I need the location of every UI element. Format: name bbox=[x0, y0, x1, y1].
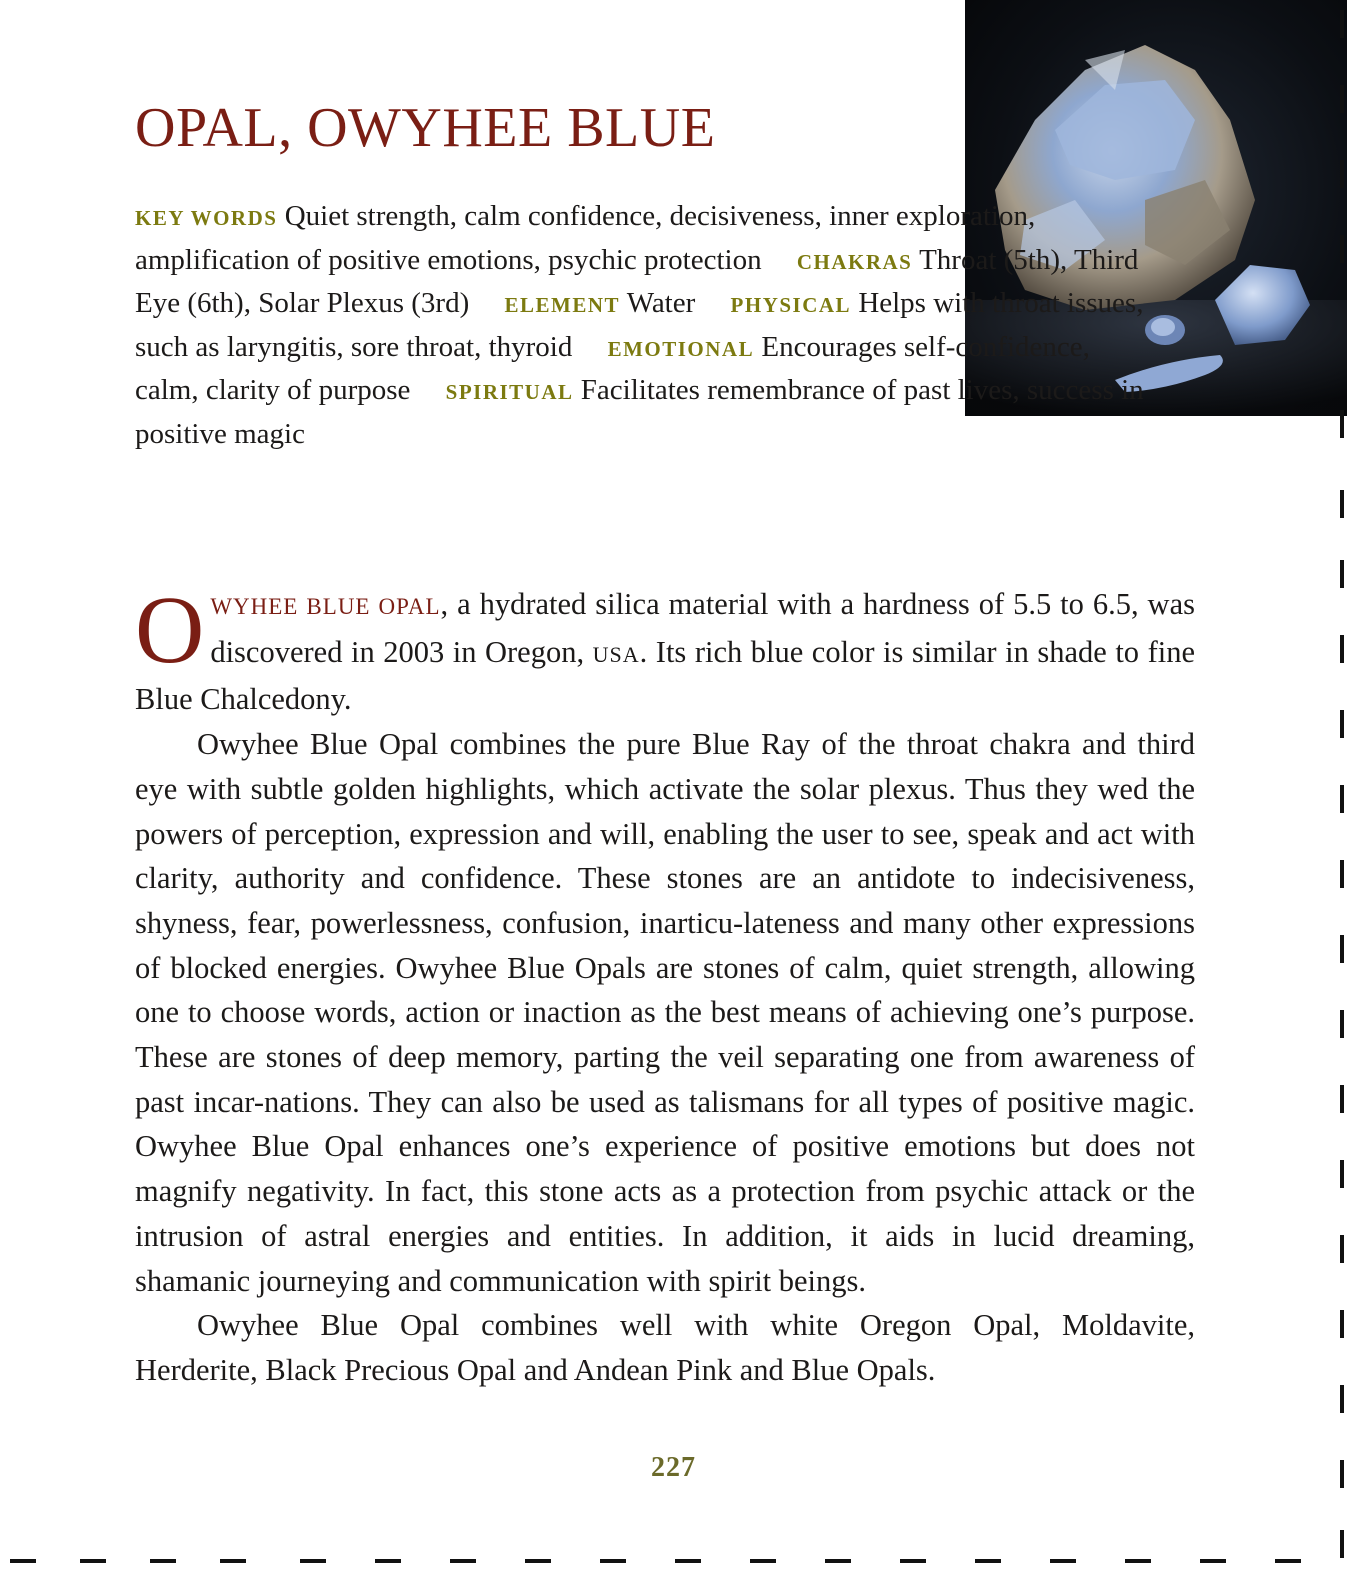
article-body bbox=[135, 576, 1195, 1393]
page-number: 227 bbox=[651, 1452, 696, 1483]
right-edge-marks bbox=[1337, 0, 1347, 1572]
key-words-text: Quiet strength, calm confidence, decisiveness, inner exploration, amplification of positive emotions, psychic protection bbox=[135, 200, 1036, 276]
paragraph-intro-text-a: , a hydrated silica material with a hardness of 5.5 to 6.5, was discovered in 2003 in Oregon, bbox=[210, 587, 1195, 669]
bottom-edge-marks bbox=[0, 1556, 1347, 1566]
drop-cap: O bbox=[135, 576, 205, 683]
paragraph-intro-text-b: . Its rich blue color is similar in shade to fine Blue Chalcedony. bbox=[135, 634, 1195, 717]
paragraph-properties: Owyhee Blue Opal combines the pure Blue Ray of the throat chakra and third eye with subtle golden highlights, which activate the solar plexus. Thus they wed the powers of perception, expression and will, enabling the user to see, speak and act with clarity, authority and confidence. These stones are an antidote to indecisiveness, shyness, fear, powerlessness, confusion, inarticu-lateness and many other expressions of blocked energies. Owyhee Blue Opals are stones of calm, quiet strength, allowing one to choose words, action or inaction as the best means of achieving one’s purpose. These are stones of deep memory, parting the veil separating one from awareness of past incar-nations. They can also be used as talismans for all types of positive magic. Owyhee Blue Opal enhances one’s experience of positive emotions but does not magnify negativity. In fact, this stone acts as a protection from psychic attack or the intrusion of astral energies and entities. In addition, it aids in lucid dreaming, shamanic journeying and communication with spirit beings. bbox=[135, 727, 1195, 1298]
element-label: ELEMENT bbox=[504, 293, 621, 318]
emotional-label: EMOTIONAL bbox=[607, 336, 755, 361]
emotional-text: Encourages self-confidence, calm, clarity of purpose bbox=[135, 330, 1090, 407]
lead-smallcaps: WYHEE BLUE OPAL bbox=[210, 594, 441, 619]
chakras-label: CHAKRAS bbox=[796, 249, 913, 274]
key-words-label: KEY WORDS bbox=[135, 206, 278, 230]
element-text: Water bbox=[626, 287, 696, 320]
paragraph-combinations: Owyhee Blue Opal combines well with white Oregon Opal, Moldavite, Herderite, Black Precious Opal and Andean Pink and Blue Opals. bbox=[135, 1308, 1195, 1387]
stone-attributes bbox=[135, 196, 1145, 456]
spiritual-label: SPIRITUAL bbox=[445, 380, 574, 405]
chakras-text: Throat (5th), Third Eye (6th), Solar Plexus (3rd) bbox=[135, 243, 1139, 320]
usa-smallcaps: USA bbox=[592, 641, 640, 667]
spiritual-text: Facilitates remembrance of past lives, success in positive magic bbox=[135, 374, 1144, 450]
page-title: OPAL, OWYHEE BLUE bbox=[135, 97, 716, 159]
physical-label: PHYSICAL bbox=[730, 293, 852, 318]
paragraph-intro bbox=[135, 576, 1195, 722]
physical-text: Helps with throat issues, such as laryngitis, sore throat, thyroid bbox=[135, 287, 1144, 363]
